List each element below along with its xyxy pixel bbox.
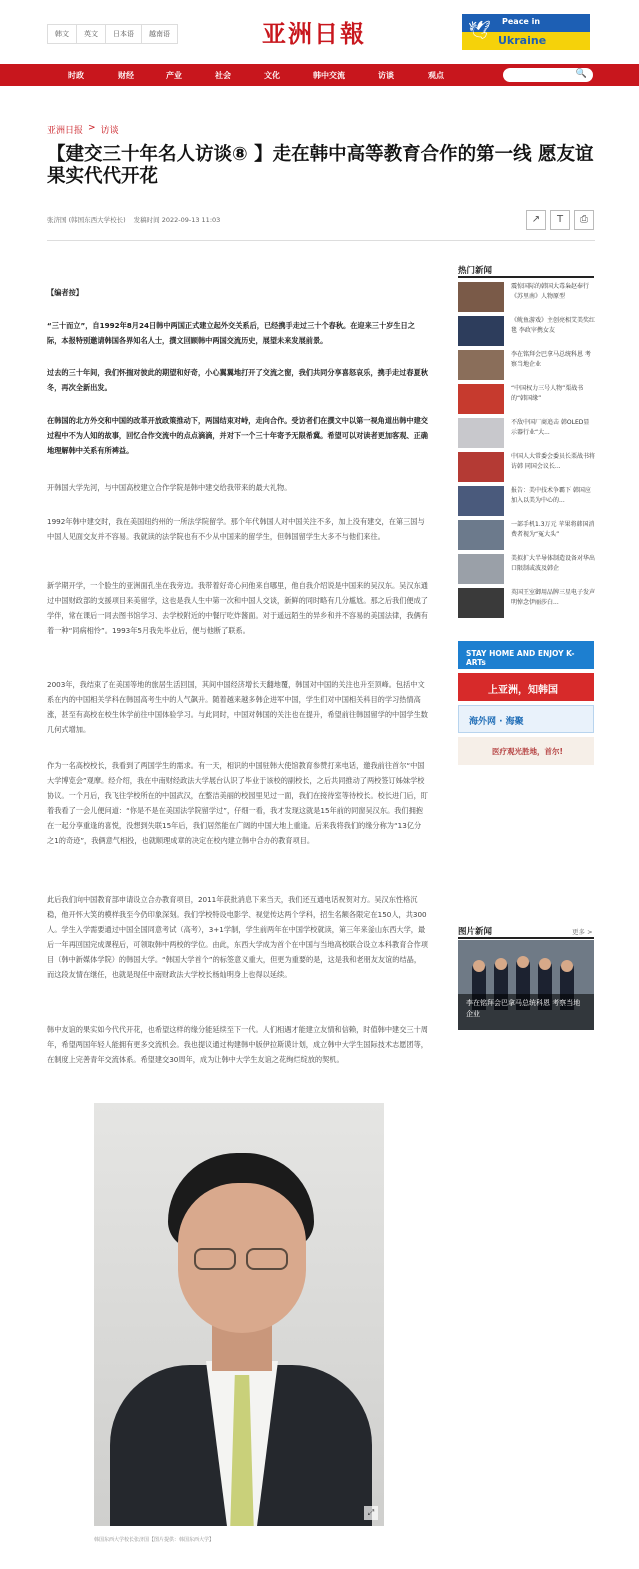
hot-news-thumbnail[interactable]	[458, 282, 504, 312]
photo-news-caption[interactable]: 李在铭拜会巴拿马总统科恩 考察当地企业	[458, 994, 594, 1030]
hot-news-item[interactable]	[458, 486, 594, 520]
nav-society[interactable]: 社会	[215, 71, 231, 80]
ad-ajunews-text: 上亚洲，知韩国	[488, 685, 558, 696]
nav-opinion[interactable]: 观点	[428, 71, 444, 80]
article-paragraph: 此后我们向中国教育部申请设立合办教育项目，2011年获批消息下来当天，我们还互通电话祝贺对方。吴汉东性格沉稳，他开怀大笑的模样我至今仍印象深刻。我们学校特设电影学、视觉传达两个学科，招生名额各限定在150人，共300人。学生入学需要通过中国全国同意考试（高考），3+1学制，学生前两年在中国学校就读，第三年来釜山东西大学，最后一年再回国完成课程后，可领取韩中两校的学位。由此，东西大学成为首个在中国与当地高校联合设立本科教育合作项目（韩中新媒体学院）的韩国大学。“韩国大学首个”的标签意义重大，但更为重要的是，这是我和老朋友友谊的结晶，而这段友情在继任，也就是现任中南财政法大学校长杨灿明身上也得以延续。	[47, 895, 428, 979]
article-title: 【建交三十年名人访谈⑧ 】走在韩中高等教育合作的第一线 愿友谊果实代代开花	[47, 144, 594, 187]
nav-economy[interactable]: 财经	[118, 71, 134, 80]
hot-news-thumbnail[interactable]	[458, 350, 504, 380]
print-icon[interactable]: ⎙	[574, 210, 594, 230]
breadcrumb-section[interactable]: 访谈	[100, 126, 119, 136]
editor-note-paragraph: 过去的三十年间，我们怀揣对彼此的期望和好奇，小心翼翼地打开了交流之窗，我们共同分享喜怒哀乐，携手走过春夏秋冬，再次全新出发。	[47, 368, 428, 392]
article-meta	[47, 215, 220, 224]
nav-culture[interactable]: 文化	[264, 71, 280, 80]
font-size-icon[interactable]: T	[550, 210, 570, 230]
nav-industry[interactable]: 产业	[166, 71, 182, 80]
lang-english[interactable]: 英文	[77, 25, 106, 43]
photo-news-title: 图片新闻	[458, 927, 493, 937]
banner-line-1: Peace in	[502, 17, 541, 26]
hot-news-item[interactable]	[458, 282, 594, 316]
hot-news-thumbnail[interactable]	[458, 316, 504, 346]
site-logo[interactable]: 亚洲日報	[262, 19, 366, 48]
hot-news-item[interactable]	[458, 418, 594, 452]
article-paragraph: 开韩国大学先河，与中国高校建立合作学院是韩中建交给我带来的最大礼物。	[47, 483, 292, 492]
photo-glasses-right	[246, 1248, 288, 1270]
photo-glasses-left	[194, 1248, 236, 1270]
ad-seoul-medical-text: 医疗观光胜地，首尔!	[492, 747, 563, 756]
article-paragraph: 作为一名高校校长，我看到了两国学生的需求。有一天，相识的中国驻韩大使馆教育参赞打来电话，邀我前往首尔“中国大学博览会”观摩。经介绍，我在中南财经政法大学展台认识了毕业于该校的副校长，之后共同推动了两校签订姊妹学校协议。一个月后，我飞往学校所在的中国武汉，在整洁美丽的校园里见过一面，我们在接待室等待校长。校长进门后，盯着我看了一会儿便问道：“你是不是在美国法学院留学过”，仔细一看，我才发现这就是15年前的同窗吴汉东。我们拥抱在一起分享重逢的喜悦，没想到失联15年后，我们居然能在广阔的中国大地上重逢。后来我将我们的缘分称为“13亿分之1的奇迹”，我俩意气相投，也就顺理成章的决定在校内建立韩中合办的教育项目。	[47, 761, 428, 845]
ad-k-arts[interactable]	[458, 641, 594, 669]
ad-seoul-medical[interactable]	[458, 737, 594, 765]
breadcrumb-separator: >	[88, 123, 96, 133]
lang-vietnamese[interactable]: 越南语	[149, 30, 170, 38]
breadcrumb	[47, 123, 119, 136]
nav-interview[interactable]: 访谈	[378, 71, 394, 80]
editor-note-label: 【编者按】	[47, 288, 83, 297]
hot-news-thumbnail[interactable]	[458, 418, 504, 448]
hot-news-item[interactable]	[458, 588, 594, 622]
photo-person-head	[495, 958, 507, 970]
lang-japanese[interactable]: 日本语	[106, 25, 142, 43]
photo-person-head	[539, 958, 551, 970]
article-photo[interactable]	[94, 1103, 384, 1526]
share-icon[interactable]: ↗	[526, 210, 546, 230]
banner-line-2: Ukraine	[498, 34, 547, 47]
hot-news-thumbnail[interactable]	[458, 554, 504, 584]
hot-news-item[interactable]	[458, 452, 594, 486]
nav-politics[interactable]: 时政	[68, 71, 84, 80]
hot-news-thumbnail[interactable]	[458, 520, 504, 550]
photo-person-head	[561, 960, 573, 972]
hot-news-thumbnail[interactable]	[458, 486, 504, 516]
hot-news-headline[interactable]: 报告：美中技术争霸下 韩国应加入以美为中心的...	[511, 487, 591, 504]
article-paragraph: 2003年，我结束了在美国等地的旅居生活回国，其间中国经济增长天翻地覆，韩国对中国的关注也升至顶峰。包括中文系在内的中国相关学科在韩国高考生中的人气飙升。随着越来越多韩企进军中国，学生们对中国相关科目的学习热情高涨，甚至有高校在校生休学前往中国体验学习。与此同时，中国对韩国的关注也在提升，希望前往韩国留学的中国学生数几何式增加。	[47, 680, 428, 734]
hot-news-headline[interactable]: “中国权力三号人物”栗战书的“韩国缘”	[511, 385, 584, 402]
hot-news-item[interactable]	[458, 520, 594, 554]
hot-news-headline[interactable]: 《鱿鱼游戏》主创亮相艾美奖红毯 李政宰携女友	[511, 317, 595, 334]
ad-haiwainet[interactable]	[458, 705, 594, 733]
nav-korea-china[interactable]: 韩中交流	[313, 71, 345, 80]
article-paragraph: 新学期开学，一个脸生的亚洲面孔坐在我旁边。我带着好奇心问他来自哪里，他自我介绍说是中国来的吴汉东。吴汉东通过中国财政部的支援项目来美留学，这也是我人生中第一次和中国人交谈，新鲜的同时略有几分尴尬。那之后我们便成了学伴，常在课后一同去图书馆学习、去学校附近的中餐厅吃炸酱面。对于遥远陌生的异乡和并不容易的美国法律，我俩有着一种“同病相怜”。1993年5月我先毕业后，便与他断了联系。	[47, 581, 428, 635]
photo-news-underline	[458, 937, 594, 939]
editor-note-paragraph: “三十而立”，自1992年8月24日韩中两国正式建立起外交关系后，已经携手走过三十个春秋。在迎来三十岁生日之际，本报特别邀请韩国各界知名人士，撰文回顾韩中两国交流历史，展望未来发展前景。	[47, 321, 415, 345]
article-paragraph: 韩中友谊的果实如今代代开花，也希望这样的缘分能延续至下一代。人们相遇才能建立友情和信赖，时值韩中建交三十周年，希望两国年轻人能拥有更多交流机会。我也提议通过构建韩中版伊拉斯谟计划，成立韩中大学生国际技术志愿团等，在制度上完善青年交流体系。希望建交30周年，成为让韩中大学生友谊之花绚烂绽放的契机。	[47, 1025, 428, 1064]
editor-note-paragraph: 在韩国的北方外交和中国的改革开放政策推动下，两国结束对峙，走向合作。受访者们在撰文中以第一视角道出韩中建交过程中不为人知的故事，回忆合作交流中的点点滴滴，并对下一个三十年寄予无限希冀。希望可以对读者更加客观、正确地理解韩中关系有所裨益。	[47, 416, 428, 455]
hot-news-thumbnail[interactable]	[458, 588, 504, 618]
search-icon[interactable]: 🔍	[575, 69, 587, 79]
hot-news-headline[interactable]: 震惊国际的韩国大毒枭赵奉行《苏里南》人物原型	[511, 283, 590, 300]
hot-news-underline	[458, 276, 594, 278]
ad-haiwainet-text: 海外网 · 海聚	[469, 717, 524, 727]
article-tools	[526, 210, 594, 230]
hot-news-headline[interactable]: 美拟扩大半导体制造设备对华出口限制或波及韩企	[511, 555, 595, 572]
lang-korean[interactable]: 韩文	[48, 25, 77, 43]
language-switcher	[47, 24, 178, 44]
hot-news-item[interactable]	[458, 316, 594, 350]
title-divider	[47, 240, 595, 241]
hot-news-headline[interactable]: 一部手机1.3万元 苹果将韩国消费者视为“冤大头”	[511, 521, 595, 538]
hot-news-item[interactable]	[458, 350, 594, 384]
breadcrumb-home[interactable]: 亚洲日报	[47, 126, 84, 136]
photo-person-head	[473, 960, 485, 972]
expand-icon[interactable]: ⤢	[364, 1506, 378, 1520]
article-paragraph: 1992年韩中建交时，我在美国纽约州的一所法学院留学。那个年代韩国人对中国关注不多，加上没有建交，在第三国与中国人见面交友并不容易。我就读的法学院也有不少从中国来的留学生，但韩国留学生大多不与他们来往。	[47, 517, 425, 541]
hot-news-item[interactable]	[458, 554, 594, 588]
site-header	[0, 0, 639, 64]
hot-news-thumbnail[interactable]	[458, 452, 504, 482]
photo-news-more-link[interactable]: 更多 >	[572, 928, 593, 936]
hot-news-headline[interactable]: 中国人大常委会委员长栗战书将访韩 同国会议长...	[511, 453, 595, 470]
hot-news-thumbnail[interactable]	[458, 384, 504, 414]
ad-ajunews[interactable]	[458, 673, 594, 701]
hot-news-headline[interactable]: 李在铭拜会巴拿马总统科恩 考察当地企业	[511, 351, 591, 368]
search-input[interactable]	[503, 68, 593, 82]
peace-in-ukraine-banner[interactable]	[462, 14, 590, 50]
article-published-time: 发稿时间 2022-09-13 11:03	[133, 216, 221, 224]
photo-news-card[interactable]	[458, 940, 594, 1030]
hot-news-headline[interactable]: 英国王室御用品牌三星电子发声明悼念伊丽莎白...	[511, 589, 595, 606]
hot-news-headline[interactable]: 不敌中国厂商追击 韩OLED显示器行业“大...	[511, 419, 590, 436]
hot-news-title: 热门新闻	[458, 266, 493, 276]
photo-caption: 韩国东西大学校长张济国【图片提供：韩国东西大学】	[94, 1537, 215, 1543]
article-author: 张济国 (韩国东西大学校长)	[47, 216, 126, 224]
ad-k-arts-text: STAY HOME AND ENJOY K-ARTs	[466, 649, 575, 667]
photo-person-head	[517, 956, 529, 968]
dove-icon: 🕊	[468, 20, 491, 41]
hot-news-item[interactable]	[458, 384, 594, 418]
